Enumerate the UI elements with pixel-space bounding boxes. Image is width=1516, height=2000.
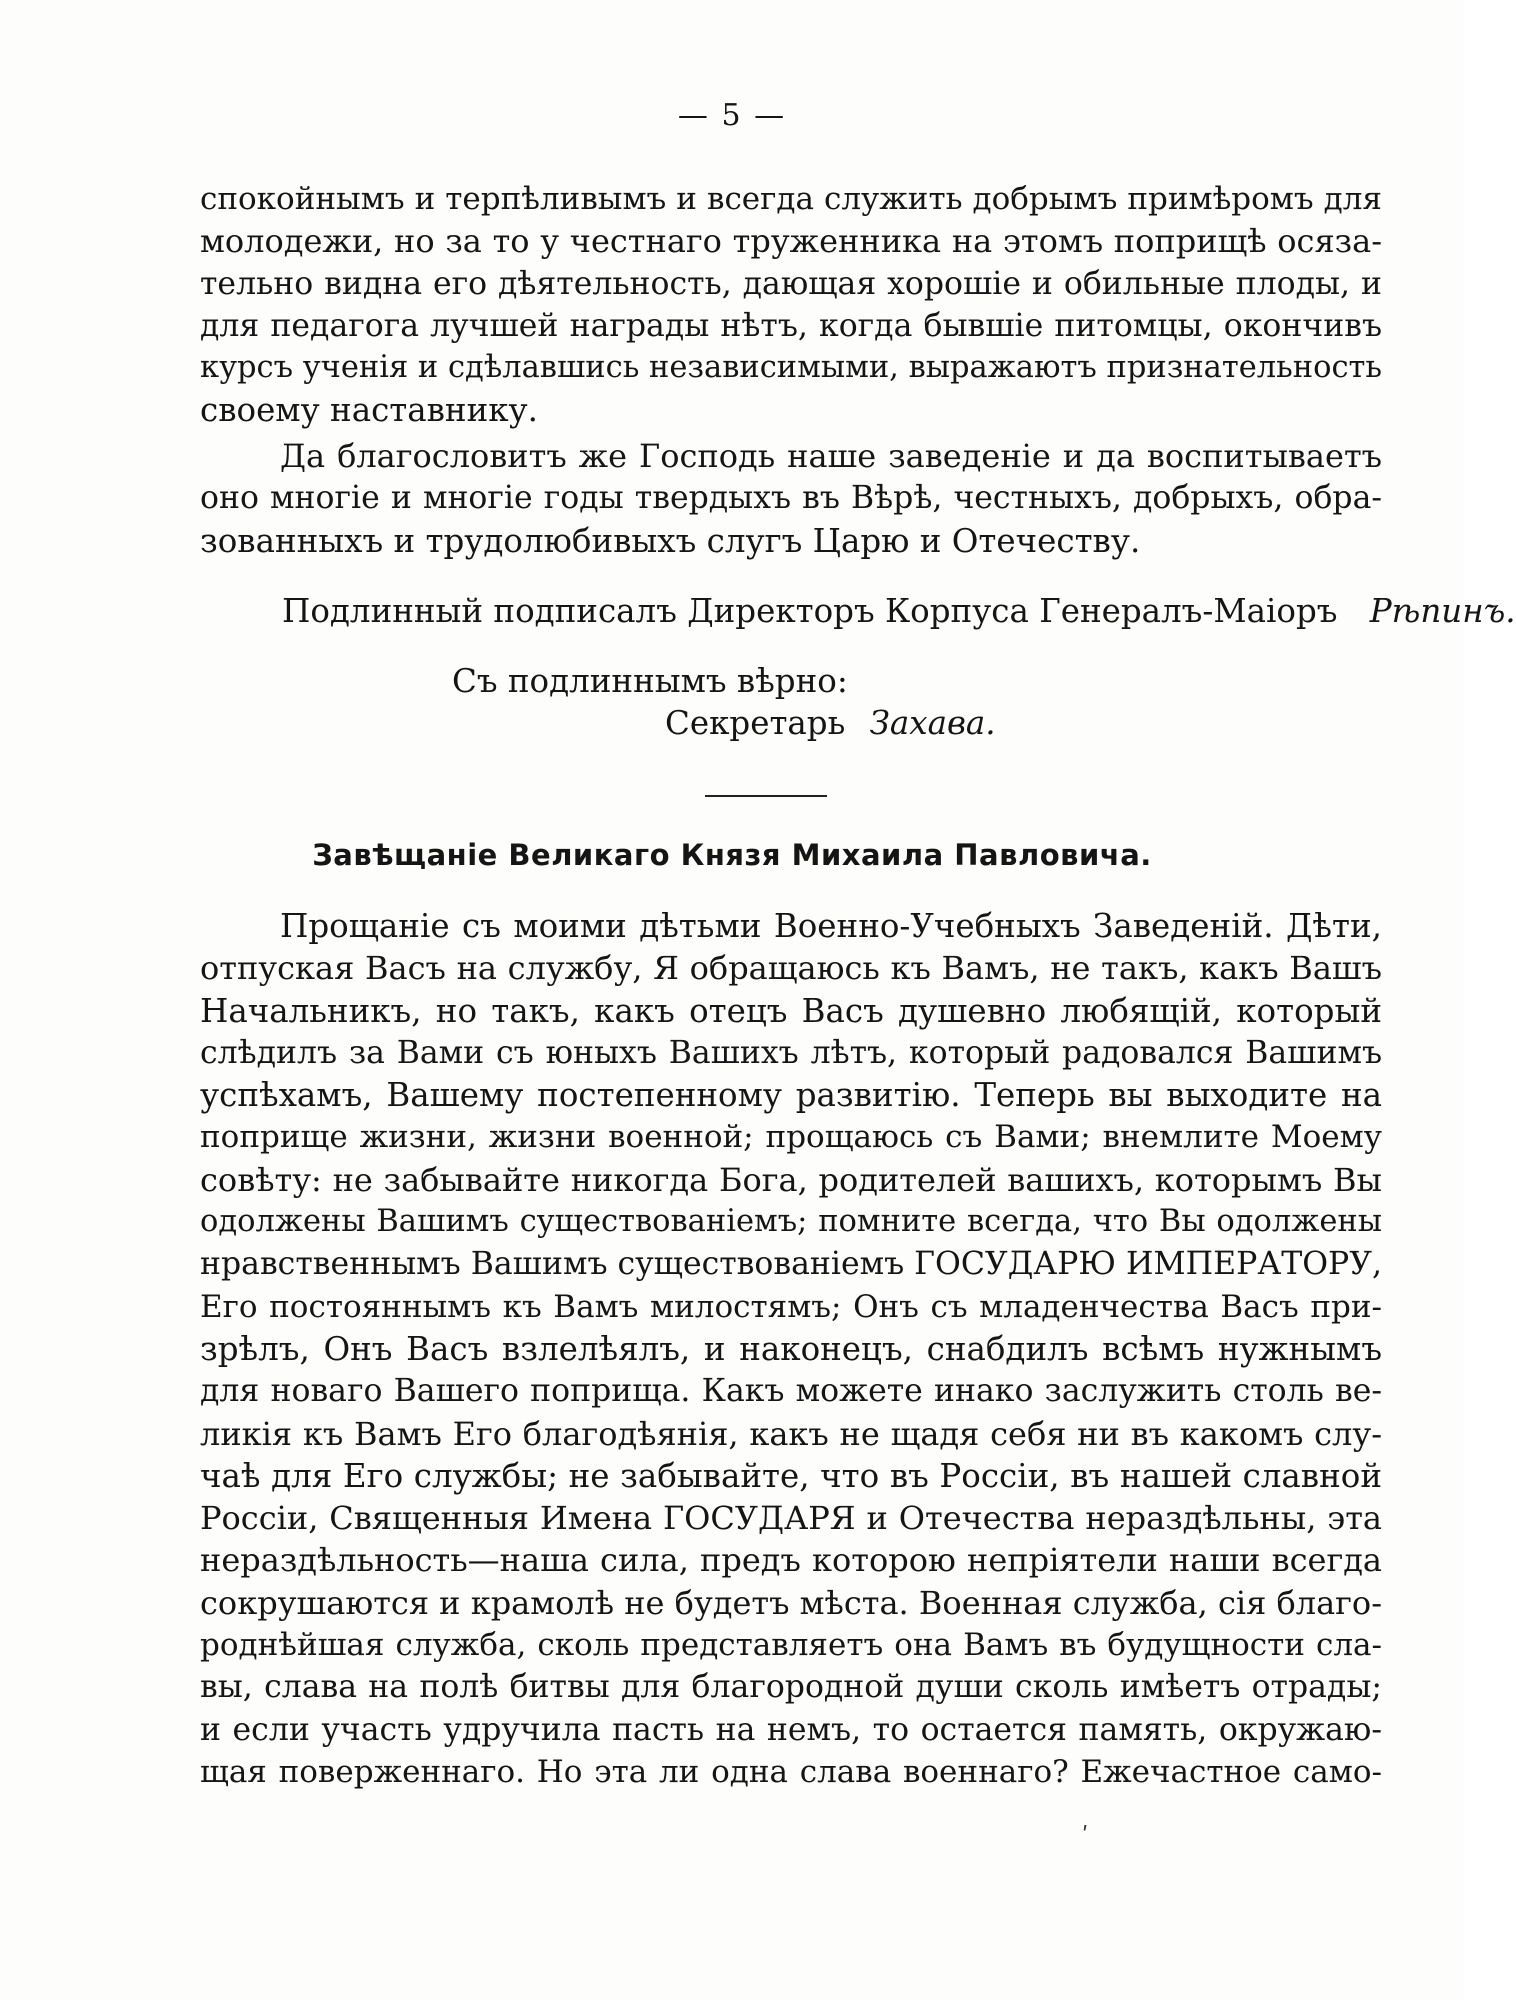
text-line: успѣхамъ, Вашему постепенному развитію. Теперь вы выходите на (200, 1076, 1382, 1115)
text-line: и если участь удручила пасть на немъ, то остается память, окружаю- (200, 1711, 1382, 1748)
text-line: для новаго Вашего поприща. Какъ можете инако заслужить столь ве- (200, 1373, 1382, 1410)
paragraph-3 (200, 905, 1382, 1793)
paragraph-2 (200, 435, 1382, 562)
text-line: щая поверженнаго. Но эта ли одна слава военнаго? Ежечастное само- (200, 1753, 1382, 1790)
text-line: зрѣлъ, Онъ Васъ взлелѣялъ, и наконецъ, снабдилъ всѣмъ нужнымъ (200, 1329, 1382, 1368)
text-line: курсъ ученія и сдѣлавшись независимыми, выражаютъ признательность (200, 350, 1382, 386)
text-line: спокойнымъ и терпѣливымъ и всегда служить добрымъ примѣромъ для (200, 181, 1382, 217)
text-line: нераздѣльность—наша сила, предъ которою непріятели наши всегда (200, 1541, 1382, 1580)
text-line: нравственнымъ Вашимъ существованіемъ ГОСУДАРЮ ИМПЕРАТОРУ, (200, 1246, 1383, 1283)
signature-text: Подлинный подписалъ Директоръ Корпуса Генералъ-Маіоръ (282, 592, 1338, 630)
paragraph-1 (200, 178, 1382, 432)
text-line: одолжены Вашимъ существованіемъ; помните всегда, что Вы одолжены (200, 1204, 1382, 1240)
text-line: сокрушаются и крамолѣ не будетъ мѣста. Военная служба, сія благо- (200, 1583, 1382, 1622)
text-line: отпуская Васъ на службу, Я обращаюсь къ Вамъ, не такъ, какъ Вашъ (200, 949, 1382, 988)
text-line: ликія къ Вамъ Его благодѣянія, какъ не щадя себя ни въ какомъ слу- (200, 1414, 1382, 1453)
secretary-label: Секретарь (665, 704, 846, 742)
text-line: зованныхъ и трудолюбивыхъ слугъ Царю и Отечеству. (200, 521, 1141, 560)
text-line: Россіи, Священныя Имена ГОСУДАРЯ и Отечества нераздѣльны, эта (200, 1499, 1382, 1538)
page-number: — 5 — (677, 98, 787, 133)
certification-text: Съ подлиннымъ вѣрно: (452, 662, 848, 700)
text-line: поприще жизни, жизни военной; прощаюсь съ Вами; внемлите Моему (200, 1119, 1382, 1156)
signature-name-repin: Рѣпинъ. (1369, 592, 1516, 630)
text-line: Да благословитъ же Господь наше заведеніе и да воспитываетъ (280, 437, 1382, 475)
text-line: слѣдилъ за Вами съ юныхъ Вашихъ лѣтъ, который радовался Вашимъ (200, 1034, 1382, 1071)
text-line: совѣту: не забывайте никогда Бога, родителей вашихъ, которымъ Вы (200, 1160, 1382, 1199)
print-speck: ʹ (1082, 1824, 1089, 1849)
text-line: молодежи, но за то у честнаго труженника на этомъ поприщѣ осяза- (200, 222, 1382, 261)
text-line: Начальникъ, но такъ, какъ отецъ Васъ душевно любящій, который (200, 991, 1382, 1030)
text-line: Его постояннымъ къ Вамъ милостямъ; Онъ съ младенчества Васъ при- (200, 1288, 1382, 1325)
section-heading: Завѣщаніе Великаго Князя Михаила Павловича. (312, 838, 1152, 872)
secretary-name: Захава. (869, 704, 996, 742)
text-line: чаѣ для Его службы; не забывайте, что въ Россіи, въ нашей славной (200, 1456, 1382, 1495)
text-line: вы, слава на полѣ битвы для благородной души сколь имѣетъ отрады; (200, 1669, 1382, 1706)
text-line: оно многіе и многіе годы твердыхъ въ Вѣрѣ, честныхъ, добрыхъ, обра- (200, 480, 1382, 517)
certification-line (452, 662, 848, 700)
text-line: для педагога лучшей награды нѣтъ, когда бывшіе питомцы, окончивъ (200, 307, 1382, 344)
secretary-line (665, 704, 996, 742)
text-line: тельно видна его дѣятельность, дающая хорошіе и обильные плоды, и (200, 265, 1382, 302)
text-line: Прощаніе съ моими дѣтьми Военно-Учебныхъ Заведеній. Дѣти, (280, 907, 1382, 945)
section-divider (705, 795, 827, 797)
signature-line-director (282, 592, 1516, 630)
text-line: роднѣйшая служба, сколь представляетъ она Вамъ въ будущности сла- (200, 1627, 1382, 1664)
text-line: своему наставнику. (200, 391, 539, 430)
